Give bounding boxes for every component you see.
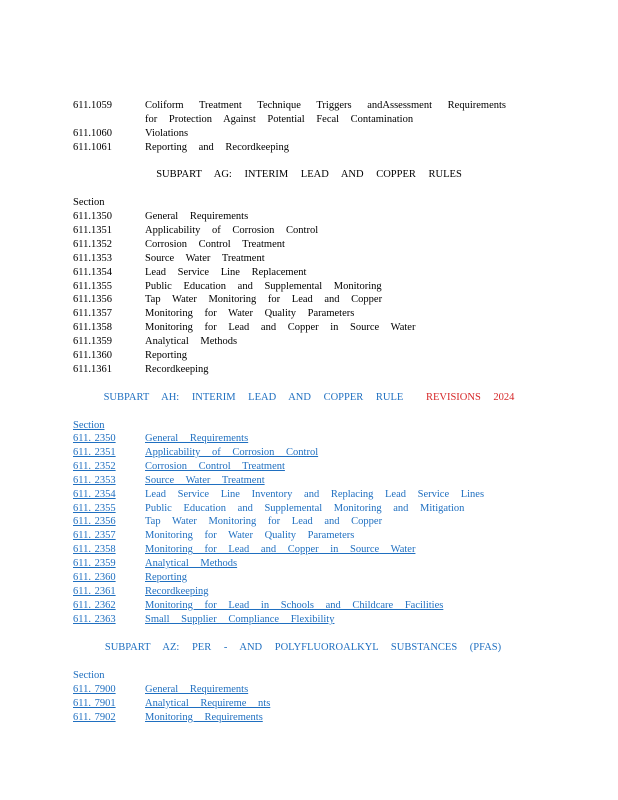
section-title: General Requirements: [145, 211, 249, 222]
section-number: 611.1356: [73, 294, 112, 306]
section-number[interactable]: 611. 2353: [73, 474, 116, 486]
section-title: Tap Water Monitoring for Lead and Copper: [145, 294, 383, 306]
section-number[interactable]: 611. 2354: [73, 488, 116, 500]
section-number: 611.1351: [73, 224, 112, 236]
section-number[interactable]: 611. 2363: [73, 613, 116, 625]
section-number: 611.1350: [73, 211, 112, 222]
section-number: 611.1359: [73, 336, 112, 348]
section-title[interactable]: General Requirements: [145, 433, 249, 444]
subpart-ah-heading: [0, 391, 618, 405]
section-title: Public Education and Supplemental Monitoring and Mitigation: [145, 502, 465, 514]
section-title[interactable]: Reporting: [145, 572, 187, 583]
subpart-ag-heading: SUBPART AG: INTERIM LEAD AND COPPER RULES: [156, 169, 462, 180]
section-label: Section: [73, 197, 105, 208]
section-number: 611.1357: [73, 308, 112, 320]
section-title: Reporting: [145, 350, 187, 361]
section-number: 611.1361: [73, 363, 112, 375]
section-title[interactable]: Monitoring for Lead and Copper in Source Water: [145, 544, 416, 556]
section-title: Monitoring for Water Quality Parameters: [145, 308, 355, 320]
section-number[interactable]: 611. 2361: [73, 585, 116, 597]
section-title: Monitoring for Lead and Copper in Source Water: [145, 322, 416, 334]
section-number[interactable]: 611. 2358: [73, 544, 116, 556]
section-number: 611.1353: [73, 252, 112, 264]
subpart-ah-heading-main: SUBPART AH: INTERIM LEAD AND COPPER RULE: [103, 392, 404, 403]
section-number[interactable]: 611. 2351: [73, 446, 116, 458]
section-number: 611.1355: [73, 280, 112, 292]
subpart-az-heading: SUBPART AZ: PER - AND POLYFLUOROALKYL SUBSTANCES (PFAS): [104, 642, 502, 653]
section-number[interactable]: 611. 2362: [73, 599, 116, 611]
section-title[interactable]: Small Supplier Compliance Flexibility: [145, 613, 335, 625]
section-label: Section: [73, 670, 105, 681]
section-title: Applicability of Corrosion Control: [145, 224, 319, 236]
section-number[interactable]: 611. 7901: [73, 697, 116, 709]
section-label-link[interactable]: Section: [73, 420, 105, 431]
section-number[interactable]: 611. 7900: [73, 684, 116, 695]
section-number[interactable]: 611. 2350: [73, 433, 116, 444]
section-title[interactable]: Analytical Requireme nts: [145, 697, 271, 709]
section-number[interactable]: 611. 2352: [73, 460, 116, 472]
section-number[interactable]: 611. 2360: [73, 572, 116, 583]
section-title: Corrosion Control Treatment: [145, 238, 285, 250]
section-title: Lead Service Line Replacement: [145, 266, 307, 278]
section-title: Lead Service Line Inventory and Replacing Lead Service Lines: [145, 488, 485, 500]
section-title: Source Water Treatment: [145, 252, 265, 264]
section-number: 611.1360: [73, 350, 112, 361]
section-title: Recordkeeping: [145, 363, 209, 375]
subpart-ah-heading-revision: REVISIONS 2024: [425, 392, 515, 403]
section-title[interactable]: General Requirements: [145, 684, 249, 695]
section-number[interactable]: 611. 7902: [73, 711, 116, 723]
section-number: 611.1354: [73, 266, 112, 278]
section-title: Analytical Methods: [145, 336, 238, 348]
section-number: 611.1358: [73, 322, 112, 334]
section-title[interactable]: Recordkeeping: [145, 585, 209, 597]
section-number[interactable]: 611. 2357: [73, 530, 116, 542]
section-number: 611.1352: [73, 238, 112, 250]
section-title[interactable]: Monitoring Requirements: [145, 711, 263, 723]
section-title: Coliform Treatment Technique Triggers andAssessment Requirements for Protection Against Potential Fecal Contamination: [145, 100, 506, 125]
section-title: Public Education and Supplemental Monitoring: [145, 280, 382, 292]
section-title[interactable]: Monitoring for Lead in Schools and Childcare Facilities: [145, 599, 444, 611]
section-title[interactable]: Source Water Treatment: [145, 474, 265, 486]
section-title: Monitoring for Water Quality Parameters: [145, 530, 355, 542]
section-title: Violations: [145, 128, 189, 139]
section-title[interactable]: Applicability of Corrosion Control: [145, 446, 319, 458]
section-number[interactable]: 611. 2356: [73, 516, 116, 528]
section-number: 611.1060: [73, 128, 112, 139]
section-title: Tap Water Monitoring for Lead and Copper: [145, 516, 383, 528]
section-title[interactable]: Analytical Methods: [145, 558, 238, 570]
section-number[interactable]: 611. 2359: [73, 558, 116, 570]
section-title: Reporting and Recordkeeping: [145, 142, 289, 153]
section-number[interactable]: 611. 2355: [73, 502, 116, 514]
section-number: 611.1059: [73, 100, 112, 111]
section-number: 611.1061: [73, 142, 112, 153]
section-title[interactable]: Corrosion Control Treatment: [145, 460, 285, 472]
